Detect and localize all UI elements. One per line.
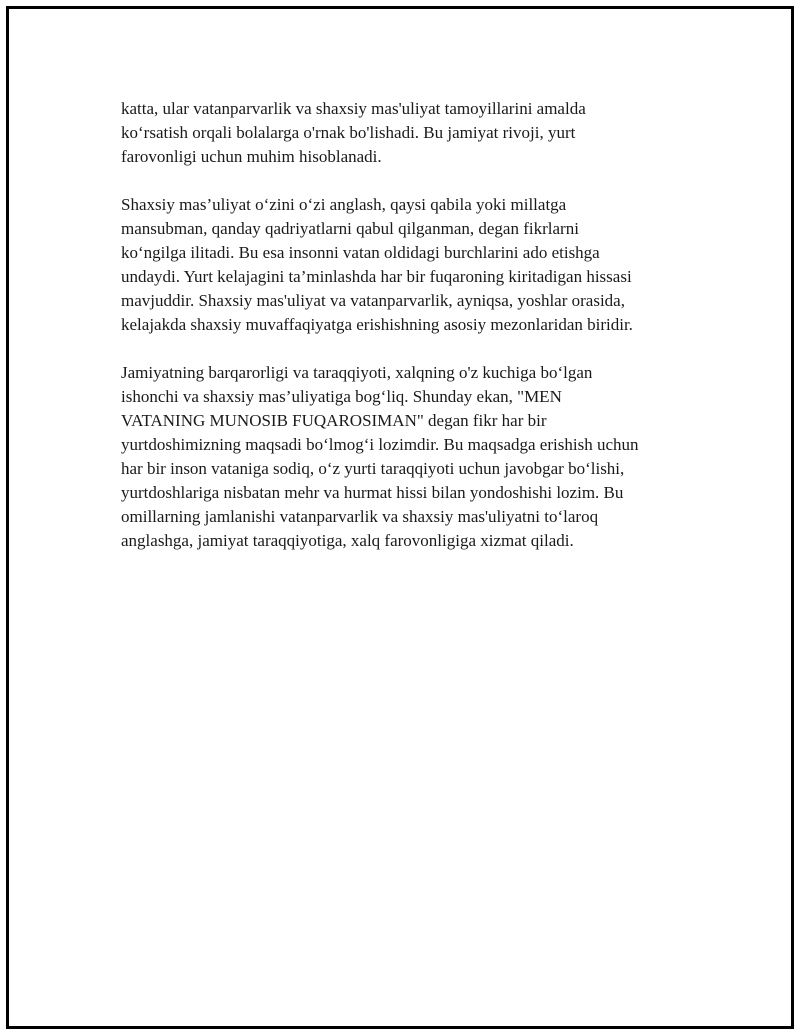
paragraph-1 xyxy=(121,97,711,169)
text-line: ko‘rsatish orqali bolalarga o'rnak bo'lishadi. Bu jamiyat rivoji, yurt xyxy=(121,123,576,142)
text-line: Shaxsiy mas’uliyat o‘zini o‘zi anglash, qaysi qabila yoki millatga xyxy=(121,195,567,214)
text-line: anglashga, jamiyat taraqqiyotiga, xalq farovonligiga xizmat qiladi. xyxy=(121,531,574,550)
text-line: ko‘ngilga ilitadi. Bu esa insonni vatan oldidagi burchlarini ado etishga xyxy=(121,243,600,262)
paragraph-3 xyxy=(121,361,711,553)
text-line: mansubman, qanday qadriyatlarni qabul qilganman, degan fikrlarni xyxy=(121,219,579,238)
paragraph-2 xyxy=(121,193,711,337)
text-line: yurtdoshimizning maqsadi bo‘lmog‘i lozimdir. Bu maqsadga erishish uchun xyxy=(121,435,639,454)
text-line: katta, ular vatanparvarlik va shaxsiy mas'uliyat tamoyillarini amalda xyxy=(121,99,586,118)
text-line: Jamiyatning barqarorligi va taraqqiyoti, xalqning o'z kuchiga bo‘lgan xyxy=(121,363,593,382)
document-body xyxy=(121,97,711,577)
text-line: VATANING MUNOSIB FUQAROSIMAN" degan fikr har bir xyxy=(121,411,547,430)
text-line: undaydi. Yurt kelajagini ta’minlashda har bir fuqaroning kiritadigan hissasi xyxy=(121,267,632,286)
page-frame xyxy=(6,6,794,1029)
text-line: mavjuddir. Shaxsiy mas'uliyat va vatanparvarlik, ayniqsa, yoshlar orasida, xyxy=(121,291,625,310)
text-line: ishonchi va shaxsiy mas’uliyatiga bog‘liq. Shunday ekan, "MEN xyxy=(121,387,562,406)
text-line: omillarning jamlanishi vatanparvarlik va shaxsiy mas'uliyatni to‘laroq xyxy=(121,507,599,526)
text-line: har bir inson vataniga sodiq, o‘z yurti taraqqiyoti uchun javobgar bo‘lishi, xyxy=(121,459,625,478)
text-line: farovonligi uchun muhim hisoblanadi. xyxy=(121,147,382,166)
text-line: kelajakda shaxsiy muvaffaqiyatga erishishning asosiy mezonlaridan biridir. xyxy=(121,315,633,334)
text-line: yurtdoshlariga nisbatan mehr va hurmat hissi bilan yondoshishi lozim. Bu xyxy=(121,483,624,502)
